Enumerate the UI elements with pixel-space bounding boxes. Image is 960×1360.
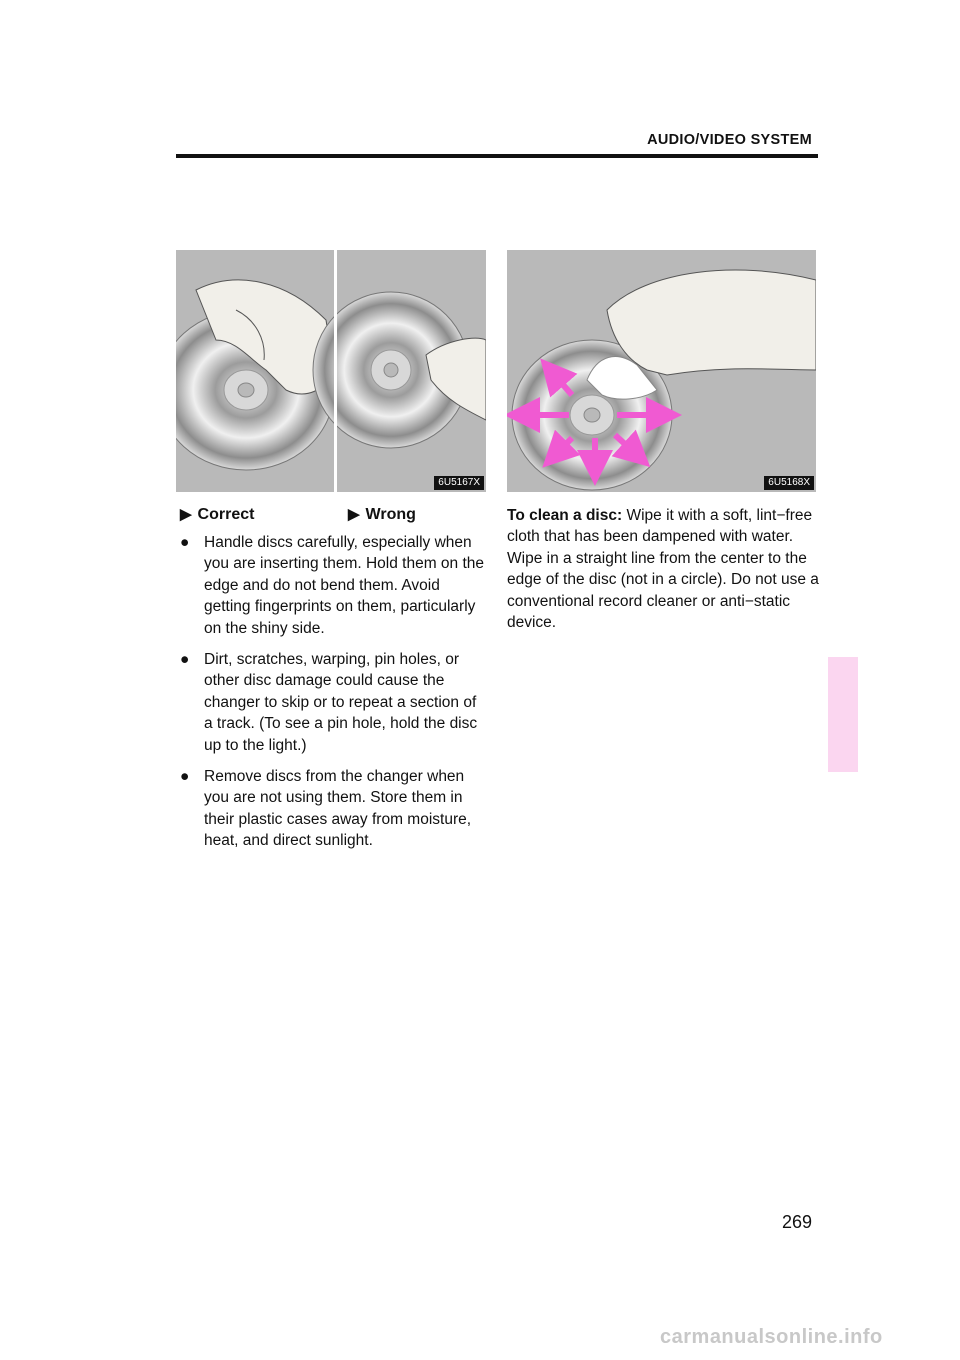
disc-handling-illustration: [176, 250, 486, 492]
bullet-icon: ●: [180, 768, 190, 786]
bullet-text: Dirt, scratches, warping, pin holes, or other disc damage could cause the changer to skip or to repeat a section of a track. (To see a pin hole, hold the disc up to the light.): [204, 651, 478, 754]
disc-cleaning-figure: [507, 250, 816, 492]
triangle-icon: ▶: [180, 506, 192, 523]
legend-correct-label: Correct: [197, 506, 255, 523]
section-header: AUDIO/VIDEO SYSTEM: [647, 132, 812, 148]
figure-code: 6U5167X: [434, 476, 484, 490]
page-number: 269: [781, 1212, 812, 1232]
handling-tips: [176, 532, 488, 862]
disc-handling-figure: [176, 250, 486, 492]
hand-cleaning: [607, 270, 816, 375]
cleaning-text: Wipe it with a soft, lint−free cloth that has been dampened with water. Wipe in a straight line from the center to the edge of the disc (not in a circle). Do not use a conventional record cleaner or anti−static device.: [507, 507, 819, 632]
figure-divider: [334, 250, 337, 492]
triangle-icon: ▶: [348, 506, 360, 523]
section-tab: [828, 657, 858, 772]
header-rule: [176, 154, 818, 158]
list-item: [176, 532, 488, 639]
legend-wrong-label: Wrong: [365, 506, 416, 523]
legend-correct: [180, 505, 254, 524]
cleaning-instructions: [507, 505, 819, 633]
legend-wrong: [348, 505, 416, 524]
bullet-icon: ●: [180, 534, 190, 551]
bullet-icon: ●: [180, 651, 190, 669]
cleaning-lead: To clean a disc:: [507, 507, 623, 524]
figure-code: 6U5168X: [764, 476, 814, 490]
bullet-text: Remove discs from the changer when you are not using them. Store them in their plastic cases away from moisture, heat, and direct sunlight.: [204, 768, 472, 850]
list-item: [176, 649, 488, 756]
list-item: [176, 766, 488, 852]
disc-cleaning-illustration: [507, 250, 816, 492]
watermark: carmanualsonline.info: [660, 1326, 883, 1348]
bullet-text: Handle discs carefully, especially when you are inserting them. Hold them on the edge and do not bend them. Avoid getting fingerprints on them, particularly on the shiny side.: [204, 534, 485, 637]
